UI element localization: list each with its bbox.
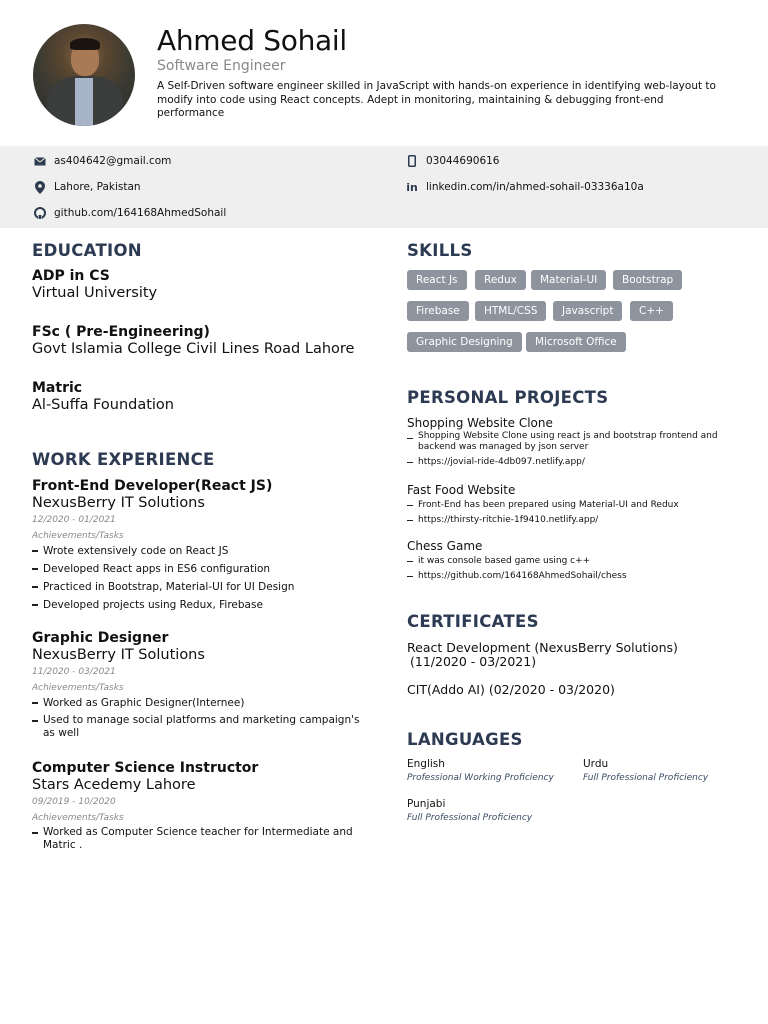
degree: FSc ( Pre-Engineering) [32, 324, 210, 340]
language-item [583, 757, 708, 785]
project-link[interactable]: https://jovial-ride-4db097.netlify.app/ [407, 455, 742, 470]
task: Wrote extensively code on React JS [32, 542, 362, 560]
certificates-heading: CERTIFICATES [407, 612, 539, 631]
phone-text: 03044690616 [426, 155, 500, 167]
language-name: Punjabi [407, 798, 446, 810]
job-item [32, 760, 362, 855]
tasks-label: Achievements/Tasks [32, 683, 124, 693]
job-title: Computer Science Instructor [32, 760, 259, 776]
project-link[interactable]: https://github.com/164168AhmedSohail/chess [407, 569, 627, 584]
job-title: Front-End Developer(React JS) [32, 478, 273, 494]
job-dates: 09/2019 - 10/2020 [32, 797, 116, 807]
skill-chip: HTML/CSS [475, 301, 546, 321]
task: Worked as Computer Science teacher for Intermediate and Matric . [32, 824, 362, 855]
skill-chip: Javascript [553, 301, 622, 321]
languages-heading: LANGUAGES [407, 730, 523, 749]
linkedin-text: linkedin.com/in/ahmed-sohail-03336a10a [426, 181, 644, 193]
certificate-dates: (11/2020 - 03/2021) [410, 653, 537, 669]
skill-chip: Material-UI [531, 270, 606, 290]
education-heading: EDUCATION [32, 241, 142, 260]
profile-photo [33, 24, 135, 126]
project-point: Shopping Website Clone using react js and bootstrap frontend and backend was managed by json server [407, 431, 742, 455]
linkedin-icon: in [406, 180, 418, 194]
github-icon [33, 206, 47, 220]
tasks-label: Achievements/Tasks [32, 813, 124, 823]
language-item [407, 757, 554, 785]
language-level: Full Professional Proficiency [407, 813, 533, 823]
project-name: Shopping Website Clone [407, 416, 553, 430]
school: Virtual University [32, 285, 158, 301]
degree: ADP in CS [32, 268, 110, 284]
job-item [32, 630, 362, 743]
project-item [407, 539, 627, 584]
skill-chip: Bootstrap [613, 270, 682, 290]
contact-github[interactable] [33, 205, 226, 221]
summary: A Self-Driven software engineer skilled in JavaScript with hands-on experience in identifying web-layout to modify into code using React concepts. Adept in monitoring, maintaining & debugging front-end performance [157, 80, 716, 119]
projects-heading: PERSONAL PROJECTS [407, 388, 609, 407]
job-title: Graphic Designer [32, 630, 169, 646]
location-text: Lahore, Pakistan [54, 181, 141, 193]
project-point: it was console based game using c++ [407, 554, 627, 569]
candidate-role: Software Engineer [157, 58, 286, 74]
company: Stars Acedemy Lahore [32, 777, 196, 793]
certificate-item: CIT(Addo AI) (02/2020 - 03/2020) [407, 682, 615, 697]
company: NexusBerry IT Solutions [32, 495, 205, 511]
company: NexusBerry IT Solutions [32, 647, 205, 663]
language-level: Professional Working Proficiency [407, 773, 554, 783]
skill-chip: React Js [407, 270, 467, 290]
skill-chip: Microsoft Office [526, 332, 626, 352]
language-level: Full Professional Proficiency [583, 773, 709, 783]
contact-phone[interactable] [405, 153, 500, 169]
contact-email[interactable] [33, 153, 171, 169]
education-item [32, 268, 157, 302]
map-pin-icon [33, 180, 47, 194]
project-item [407, 483, 679, 528]
language-item [407, 797, 532, 825]
job-dates: 11/2020 - 03/2021 [32, 667, 116, 677]
skills-heading: SKILLS [407, 241, 473, 260]
school: Al-Suffa Foundation [32, 397, 174, 413]
skill-chip: C++ [630, 301, 673, 321]
work-heading: WORK EXPERIENCE [32, 450, 215, 469]
project-point: Front-End has been prepared using Material-UI and Redux [407, 498, 679, 513]
email-text: as404642@gmail.com [54, 155, 172, 167]
project-name: Chess Game [407, 539, 483, 553]
envelope-icon [33, 154, 47, 168]
education-item [32, 324, 354, 358]
mobile-phone-icon [405, 154, 419, 168]
job-dates: 12/2020 - 01/2021 [32, 515, 116, 525]
tasks-label: Achievements/Tasks [32, 531, 124, 541]
language-name: English [407, 758, 445, 770]
task: Practiced in Bootstrap, Material-UI for UI Design [32, 578, 362, 596]
skill-chip: Graphic Designing [407, 332, 522, 352]
github-text: github.com/164168AhmedSohail [54, 207, 227, 219]
task: Developed projects using Redux, Firebase [32, 596, 362, 614]
project-name: Fast Food Website [407, 483, 516, 497]
skill-chip: Redux [475, 270, 526, 290]
task: Developed React apps in ES6 configuration [32, 560, 362, 578]
certificate-item [407, 641, 678, 668]
task: Worked as Graphic Designer(Internee) [32, 694, 362, 712]
skill-chip: Firebase [407, 301, 469, 321]
education-item [32, 380, 174, 414]
degree: Matric [32, 380, 83, 396]
job-item [32, 478, 362, 614]
contact-location [33, 179, 141, 195]
language-name: Urdu [583, 758, 609, 770]
school: Govt Islamia College Civil Lines Road Lahore [32, 341, 355, 357]
project-item [407, 416, 742, 470]
contact-linkedin[interactable] [405, 179, 644, 195]
task: Used to manage social platforms and marketing campaign's as well [32, 712, 362, 743]
certificate-name: React Development (NexusBerry Solutions) [407, 640, 678, 655]
project-link[interactable]: https://thirsty-ritchie-1f9410.netlify.app/ [407, 513, 679, 528]
candidate-name: Ahmed Sohail [157, 24, 347, 57]
